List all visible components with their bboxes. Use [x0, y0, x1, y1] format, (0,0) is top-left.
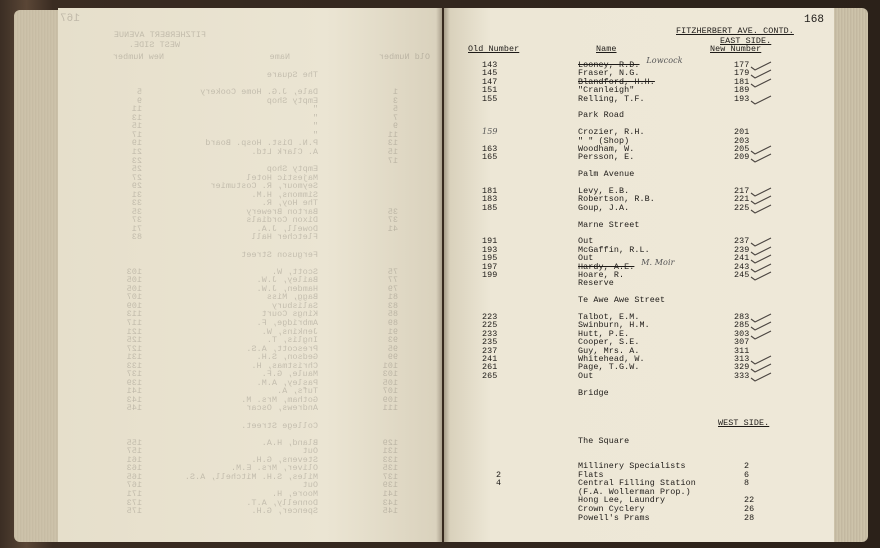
check-mark-icon	[750, 150, 772, 160]
old-number: 165	[482, 152, 498, 163]
old-number: 225	[482, 320, 498, 331]
ghost-old-number: 133	[382, 454, 398, 465]
ghost-old-number: 17	[387, 155, 398, 166]
new-number: 6	[744, 469, 750, 480]
column-header-old-number: Old Number	[468, 44, 520, 54]
entry-name: Fraser, N.G.	[578, 68, 640, 79]
ghost-new-number: 155	[126, 437, 142, 448]
new-number: 193	[734, 93, 750, 104]
ghost-old-number: 75	[387, 266, 398, 277]
ghost-name: The Hoy, R.	[261, 198, 318, 209]
new-number: 285	[734, 320, 750, 331]
ghost-new-number: 103	[126, 266, 142, 277]
new-number: 245	[734, 270, 750, 280]
ghost-name: Dixon Cordials	[246, 215, 318, 226]
ghost-new-number: 133	[126, 360, 142, 371]
old-number: 261	[482, 362, 498, 373]
ghost-old-number: 11	[387, 129, 398, 140]
ghost-name: P.N. Dist. Hosp. Board	[205, 138, 318, 149]
new-number: 239	[734, 244, 750, 255]
check-mark-icon	[750, 327, 772, 337]
entry-name: Crozier, R.H.	[578, 127, 645, 138]
entry-name: Central Filling Station	[578, 478, 696, 489]
street-heading: Bridge	[578, 387, 609, 398]
ghost-new-number: 173	[126, 497, 142, 508]
ghost-new-number: 13	[131, 112, 142, 123]
ghost-old-number: 145	[382, 506, 398, 517]
entry-name: Robertson, R.B.	[578, 194, 655, 205]
page-number: 168	[804, 14, 825, 26]
ghost-new-number: 121	[126, 326, 142, 337]
ghost-old-number: 135	[382, 463, 398, 474]
old-number: 241	[482, 354, 498, 364]
ghost-name: Empty Shop	[266, 95, 318, 106]
entry-name: Levy, E.B.	[578, 186, 630, 196]
ghost-name: Ferguson Street	[241, 249, 318, 260]
street-heading: Te Awe Awe Street	[578, 295, 666, 306]
ghost-new-number: 171	[126, 488, 142, 499]
entry-name: Woodham, W.	[578, 144, 635, 154]
ghost-name: Spencer, G.H.	[251, 506, 318, 517]
old-number: 193	[482, 244, 498, 255]
ghost-name: Majestic Hotel	[246, 172, 318, 183]
ghost-new-number: 131	[126, 352, 142, 363]
ghost-new-number: 161	[126, 454, 142, 465]
ghost-name: Simmons, H.M.	[251, 189, 318, 200]
new-number: 179	[734, 68, 750, 79]
entry-name: Looney, R.D.	[578, 60, 640, 70]
ghost-new-number: 25	[131, 164, 142, 175]
ghost-old-number: 107	[382, 386, 398, 397]
ghost-name: Out	[302, 480, 318, 491]
check-mark-icon	[750, 201, 772, 211]
ghost-col-old: Old Number	[378, 52, 430, 62]
new-number: 283	[734, 312, 750, 322]
ghost-new-number: 157	[126, 446, 142, 457]
ghost-old-number: 103	[382, 369, 398, 380]
ghost-name: Out	[302, 446, 318, 457]
check-mark-icon	[750, 92, 772, 102]
ghost-old-number: 35	[387, 206, 398, 217]
entry-name: Hardy, A.E.	[578, 261, 635, 272]
new-number: 237	[734, 236, 750, 247]
old-number: 163	[482, 144, 498, 154]
street-heading: Palm Avenue	[578, 169, 635, 180]
page-title: FITZHERBERT AVE. CONTD.	[676, 26, 794, 36]
old-number: 197	[482, 261, 498, 272]
entry-name: Hutt, P.E.	[578, 328, 630, 339]
ghost-name: Scott, W.	[271, 266, 318, 277]
ghost-old-number: 101	[382, 360, 398, 371]
ghost-old-number: 77	[387, 275, 398, 286]
ghost-name: Miles, S.H. Mitchell, A.S.	[184, 471, 318, 482]
entry-name: Out	[578, 236, 594, 247]
ghost-name: The Square	[266, 70, 318, 80]
ghost-name: "	[312, 104, 318, 115]
handwritten-note: Lowcock	[646, 56, 683, 65]
ghost-old-number: 143	[382, 497, 398, 508]
ghost-old-number: 9	[392, 121, 398, 132]
entry-name: Page, T.G.W.	[578, 362, 640, 373]
ghost-new-number: 5	[136, 87, 142, 98]
ghost-name: Andrews, Oscar	[246, 403, 318, 414]
ghost-new-number: 137	[126, 369, 142, 380]
old-number: 159	[482, 127, 498, 137]
old-number: 191	[482, 236, 498, 247]
entry-name: Blandford, H.H.	[578, 76, 655, 87]
street-heading: Reserve	[578, 278, 614, 289]
street-heading: Park Road	[578, 110, 625, 121]
entry-name: McGaffin, R.L.	[578, 244, 650, 255]
new-number: 225	[734, 202, 750, 213]
ghost-name: Oliver, Mrs. E.M.	[230, 463, 318, 474]
ghost-new-number: 105	[126, 283, 142, 294]
new-number: 8	[744, 478, 750, 489]
ghost-new-number: 21	[131, 146, 142, 157]
ghost-new-number: 37	[131, 215, 142, 226]
entry-name: Goup, J.A.	[578, 202, 630, 213]
ghost-name: Bagg, Miss	[266, 292, 318, 303]
new-number: 311	[734, 345, 750, 356]
ghost-old-number: 3	[392, 95, 398, 106]
ghost-old-number: 1	[392, 87, 398, 98]
ghost-name: Hamden, J.W.	[256, 283, 318, 294]
new-number: 217	[734, 186, 750, 196]
ghost-name: Bland, H.A.	[261, 437, 318, 448]
old-number: 2	[496, 469, 502, 480]
ghost-new-number: 31	[131, 189, 142, 200]
west-side-heading: WEST SIDE.	[718, 418, 770, 428]
ghost-new-number: 163	[126, 463, 142, 474]
old-number: 185	[482, 202, 498, 213]
entry-name: Out	[578, 370, 594, 381]
entry-name: Relling, T.F.	[578, 93, 645, 104]
check-mark-icon	[750, 75, 772, 85]
new-number: 26	[744, 504, 755, 514]
entry-name: Millinery Specialists	[578, 461, 686, 471]
ghost-old-number: 109	[382, 394, 398, 405]
old-number: 151	[482, 85, 498, 96]
ghost-name: Salisbury	[271, 300, 318, 311]
old-number: 199	[482, 270, 498, 280]
ghost-old-number: 91	[387, 326, 398, 337]
new-number: 209	[734, 152, 750, 163]
new-number: 28	[744, 512, 755, 523]
old-number: 233	[482, 328, 498, 339]
ghost-old-number: 95	[387, 343, 398, 354]
ghost-name: Christmas, H.	[251, 360, 318, 371]
entry-name: Whitehead, W.	[578, 354, 645, 364]
book-gutter	[436, 8, 450, 542]
ghost-new-number: 9	[136, 95, 142, 106]
old-number: 143	[482, 60, 498, 70]
entry-name: Out	[578, 253, 594, 264]
page-number: 167	[59, 13, 80, 25]
old-number: 181	[482, 186, 498, 196]
ghost-old-number: 131	[382, 446, 398, 457]
ghost-name: "	[312, 121, 318, 132]
new-number: 201	[734, 127, 750, 138]
ghost-old-number: 111	[382, 403, 398, 414]
ghost-old-number: 5	[392, 104, 398, 115]
page-edges-left	[14, 10, 60, 542]
ghost-name: Dale, J.G. Home Cookery	[200, 87, 318, 98]
left-page	[58, 8, 442, 542]
entry-name: " " (Shop)	[578, 135, 630, 146]
ghost-old-number: 7	[392, 112, 398, 123]
ghost-new-number: 117	[126, 317, 142, 328]
ghost-new-number: 27	[131, 172, 142, 183]
ghost-name: Ambridge, F.	[256, 317, 318, 328]
ghost-new-number: 109	[126, 300, 142, 311]
ghost-name: Fletcher Hall	[251, 232, 318, 243]
ghost-new-number: 141	[126, 386, 142, 397]
ghost-new-number: 175	[126, 506, 142, 517]
entry-name: Hoare, R.	[578, 270, 625, 280]
ghost-name: Prescott, A.S.	[246, 343, 318, 354]
ghost-new-number: 23	[131, 155, 142, 166]
ghost-name: Pasley, A.M.	[256, 377, 318, 388]
entry-name: Guy, Mrs. A.	[578, 345, 640, 356]
ghost-old-number: 129	[382, 437, 398, 448]
ghost-new-number: 107	[126, 292, 142, 303]
entry-name: "Cranleigh"	[578, 85, 635, 96]
page-subtitle: EAST SIDE.	[720, 36, 772, 46]
ghost-old-number: 137	[382, 471, 398, 482]
entry-name: Hong Lee, Laundry	[578, 495, 666, 506]
new-number: 243	[734, 261, 750, 272]
ghost-name: College Street.	[241, 420, 318, 431]
new-number: 177	[734, 60, 750, 70]
ghost-old-number: 81	[387, 292, 398, 303]
entry-name: Crown Cyclery	[578, 504, 645, 514]
entry-name: Talbot, E.M.	[578, 312, 640, 322]
old-number: 155	[482, 93, 498, 104]
ghost-new-number: 17	[131, 129, 142, 140]
ghost-subtitle: WEST SIDE.	[128, 40, 180, 50]
ghost-new-number: 11	[131, 104, 142, 115]
ghost-new-number: 15	[131, 121, 142, 132]
ghost-name: Moore, H.	[271, 488, 318, 499]
new-number: 329	[734, 362, 750, 373]
ghost-old-number: 139	[382, 480, 398, 491]
right-page	[444, 8, 834, 542]
ghost-name: "	[312, 129, 318, 140]
ghost-old-number: 37	[387, 215, 398, 226]
street-heading: Marne Street	[578, 219, 640, 230]
new-number: 333	[734, 370, 750, 381]
handwritten-note: M. Moir	[641, 257, 675, 267]
old-number: 223	[482, 312, 498, 322]
west-street-heading: The Square	[578, 436, 630, 446]
entry-name: Swinburn, H.M.	[578, 320, 650, 331]
ghost-name: Inglis, T.	[266, 335, 318, 346]
ghost-name: Kings Court	[261, 309, 318, 320]
old-number: 183	[482, 194, 498, 205]
ghost-new-number: 167	[126, 480, 142, 491]
ghost-old-number: 41	[387, 223, 398, 234]
old-number: 195	[482, 253, 498, 264]
column-header-name: Name	[596, 44, 617, 54]
new-number: 221	[734, 194, 750, 205]
old-number: 4	[496, 478, 502, 489]
ghost-col-new: New Number	[112, 52, 164, 62]
new-number: 22	[744, 495, 755, 506]
ghost-name: Donnelly, A.T.	[246, 497, 318, 508]
check-mark-icon	[750, 369, 772, 379]
ghost-new-number: 105	[126, 275, 142, 286]
ghost-new-number: 71	[131, 223, 142, 234]
ghost-col-name: Name	[269, 52, 290, 62]
ghost-old-number: 83	[387, 300, 398, 311]
ghost-old-number: 141	[382, 488, 398, 499]
entry-name: Cooper, S.E.	[578, 337, 640, 348]
new-number: 181	[734, 76, 750, 87]
ghost-new-number: 83	[131, 232, 142, 243]
old-number: 237	[482, 345, 498, 356]
ghost-new-number: 35	[131, 206, 142, 217]
ghost-name: Dowell, J.A.	[256, 223, 318, 234]
old-number: 147	[482, 76, 498, 87]
ghost-new-number: 29	[131, 181, 142, 192]
old-number: 265	[482, 370, 498, 381]
ghost-new-number: 143	[126, 394, 142, 405]
ghost-new-number: 127	[126, 343, 142, 354]
entry-name: Persson, E.	[578, 152, 635, 163]
ghost-new-number: 165	[126, 471, 142, 482]
ghost-old-number: 105	[382, 377, 398, 388]
old-number: 145	[482, 68, 498, 79]
new-number: 203	[734, 135, 750, 146]
new-number: 307	[734, 337, 750, 348]
new-number: 303	[734, 328, 750, 339]
bleed-through-text	[58, 8, 442, 542]
ghost-name: Tufs, A.	[276, 386, 318, 397]
ghost-name: Barton Brewery	[246, 206, 318, 217]
ghost-name: "	[312, 112, 318, 123]
entry-name: Powell's Prams	[578, 512, 650, 523]
ghost-new-number: 145	[126, 403, 142, 414]
ghost-name: Gotham, Mrs. M.	[241, 394, 318, 405]
ghost-old-number: 89	[387, 317, 398, 328]
page-edges-right	[832, 8, 868, 542]
ghost-old-number: 99	[387, 352, 398, 363]
ghost-title: FITZHERBERT AVENUE	[113, 30, 206, 40]
ghost-new-number: 113	[126, 309, 142, 320]
entry-name: Flats	[578, 469, 604, 480]
ghost-name: Empty Shop	[266, 164, 318, 175]
column-header-new-number: New Number	[710, 44, 762, 54]
ghost-old-number: 93	[387, 335, 398, 346]
ghost-new-number: 125	[126, 335, 142, 346]
ghost-name: Seymour, R. Costumier	[210, 181, 318, 192]
ghost-name: Gedson, S.H.	[256, 352, 318, 363]
check-mark-icon	[750, 268, 772, 278]
ghost-old-number: 15	[387, 146, 398, 157]
ghost-name: Jenkins, W.	[261, 326, 318, 337]
entry-name: (F.A. Wollerman Prop.)	[578, 486, 691, 497]
ghost-name: Bailey, J.W.	[256, 275, 318, 286]
ghost-name: Maule, G.F.	[261, 369, 318, 380]
new-number: 205	[734, 144, 750, 154]
ghost-old-number: 79	[387, 283, 398, 294]
new-number: 189	[734, 85, 750, 96]
old-number: 235	[482, 337, 498, 348]
new-number: 241	[734, 253, 750, 264]
ghost-name: A. Clark Ltd.	[251, 146, 318, 157]
new-number: 2	[744, 461, 750, 471]
ghost-name: Stevens, G.H.	[251, 454, 318, 465]
new-number: 313	[734, 354, 750, 364]
ghost-new-number: 139	[126, 377, 142, 388]
ghost-new-number: 19	[131, 138, 142, 149]
ghost-old-number: 85	[387, 309, 398, 320]
ghost-new-number: 33	[131, 198, 142, 209]
ghost-old-number: 13	[387, 138, 398, 149]
